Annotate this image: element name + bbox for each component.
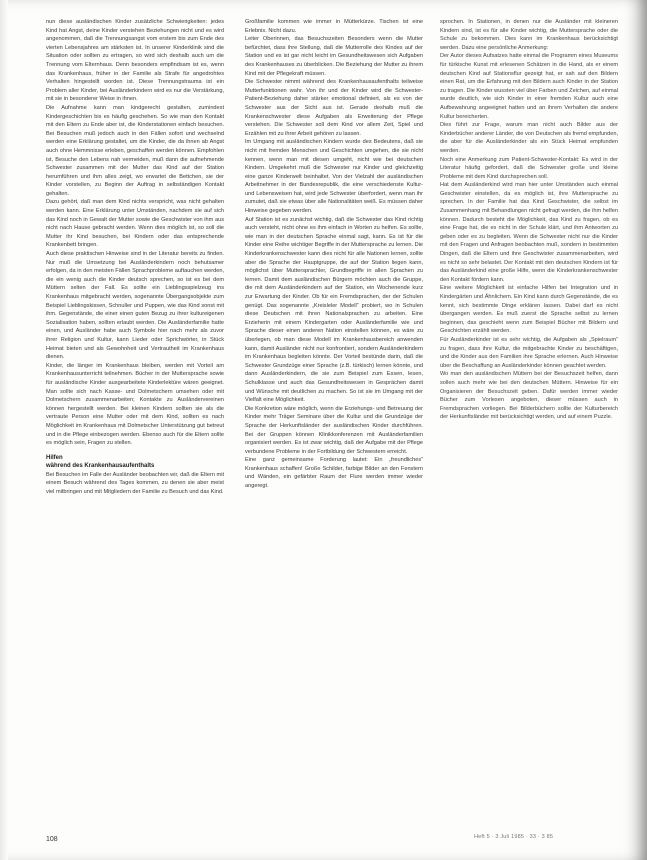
section-heading-line2: während des Krankenhausaufenthalts	[46, 463, 155, 470]
paragraph: Für Ausländerkinder ist es sehr wichtig, die Aufgaben als „Spielraum“ zu fragen, dass ihre Kultur, die mitgebrachte Kinder zu beschäftigen, und die Kinder aus den Familien ihre Sprache erlernen. Auch Hinweise über die Beschaffung an Ausländerkinder können geachtet werden.	[440, 336, 618, 369]
paragraph: nun diese ausländischen Kinder zusätzliche Schwierigkeiten: jedes Kind hat Angst, deine Kinder verstehen Beziehungen nicht und es wird angenommen, daß die Trennungsangst vom erstem bis zum Ende des vierten Lebensjahres am stärksten ist. In unserer Kinderklinik sind die Situation oder sollten zu ertragen, so wird sich deshalb auch um die Trennung vom Elternhaus. Denn besonders empfindsam ist es, wenn das Krankenhaus, früher in der Familie als Strafe für angedrohtes Verhalten hingestellt worden ist. Diese Trennungstrauma ist ein Problem aller Kinder, bei Ausländerkindern wird es nur die Verstärkung, mit sie in besonderer Weise in ihnen.	[46, 19, 224, 103]
paragraph: Wo man den ausländischen Müttern bei der Besuchszeit helfen, dann sollen auch mehr wie bei den deutschen Müttern. Hinweise für ein Organisieren der Besuchszeit geben. Dafür werden immer wieder Bücher zum Vorlesen angeboten, dieser müssen auch in Fremdsprachen vorliegen. Bei Bilderbüchern sollte der Kulturbereich der Herkunftsländer mit berücksichtigt werden, und auf einem Puzzle.	[440, 371, 618, 421]
paragraph: Die Schwester nimmt während des Krankenhausaufenthalts teilweise Mutterfunktionen wahr. Von ihr und der Kinder wird die Schwester-Patient-Beziehung daher stärker emotional definiert, als es von der Schwester aus der Sicht aus ist. Gerade deshalb muß die Krankenschwester diese Aufgaben als Erweiterung der Pflege verstehen. Die Schwester soll dem Kind vor allem Zeit, Spiel und Erzählen mit zu ihrer Arbeit gehören zu lassen.	[245, 79, 423, 137]
section-heading	[46, 454, 224, 471]
page-number: 108	[46, 836, 58, 843]
paragraph: sprochen. In Stationen, in denen nur die Ausländer mit kleineren Kindern sind, ist es für alle Kinder wichtig, die Muttersprache oder die Schule zu bekommen. Dies kann im Krankenhaus berücksichtigt werden. Dazu eine persönliche Anmerkung:	[440, 19, 618, 51]
text-column-right	[440, 18, 618, 833]
text-column-middle	[245, 18, 423, 838]
section-heading-line1: Hilfen	[46, 454, 63, 461]
paragraph: Kinder, die länger im Krankenhaus bleiben, werden mit Vorteil am Krankenhausunterricht teilnehmen. Bücher in der Muttersprache sowie für ausländische Kinder ausgearbeitete Kinderlektüre wären geeignet. Man sollte sich nach Kasse- und Dolmetschern umsehen oder mit Dolmetschern zusammenarbeiten; Kontakte zu Ausländervereinen können hergestellt werden. Bei kleinen Kindern sollten sie als die vertraute Person eine Mutter oder mit dem Kind, sollten es nach Möglichkeit im Krankenhaus mit Dolmetscher Unterstützung gut betreut und in die Pflege einbezogen werden. Ebenso auch für die Eltern sollte es möglich sein, Fragen zu stellen.	[46, 362, 224, 447]
paragraph: Leiter Oberinnen, das Besuchszeiten Besonders wenn die Mutter befürchtet, dass ihre Stellung, daß die Mutterrolle des Kindes auf der Station und es ist gar nicht leicht im Gesundheitswesen sich Aufgaben des Krankenhauses zu überblicken. Die Beziehung der Mutter zu ihrem Kind mit der Pflegekraft müssen.	[245, 36, 423, 77]
paragraph: Auch diese praktischen Hinweise sind in der Literatur bereits zu finden. Nur muß die Umsetzung bei Ausländerkindern noch behutsamer erfolgen, da in den meisten Fällen Sprachprobleme auftauchen werden, die ein wenig auch die Kinder deutsch sprechen, so ist es bei dem Müttern selten der Fall. Es sollte ein Lieblingsspielzeug ins Krankenhaus mitgebracht werden, sogenannte Übergangsobjekte zum Beispiel Lieblingskissen, Schnuller und Puppen, wie das Kind sonst mit ihm. Gegenstände, die einer einen guten Bezug zu ihrer kultureigenen Sozialisation haben, sollten erlaubt werden. Die Ausländerfamilie hatte einen, und Ausländer habe auch Symbole hier nach mehr als zuvor ihrer Religion und Kultur, kann Lieder oder Sprichwörter, in Stück Heimat bieten und als Gewohnheit und Vertrautheit im Krankenhaus dienen.	[46, 251, 224, 361]
paragraph: Auf Station ist es zunächst wichtig, daß die Schwester das Kind richtig auch versteht, nicht ohne es ihm einfach in Worten zu helfen. Es sollte, wie man in der deutschen Sprache einmal sagt, kann. Es ist für die Kinder eine Reihe wichtiger Begriffe in der Muttersprache zu lernen. Die Kinderkrankenschwester kann dies nicht für alle Nationen lernen, sollte aber die Sprache der Hauptgruppe, die auf der Station liegen kann, möglichst über Muttersprachler, Grundbegriffe in allen Sprachen zu lernen. Damit dem ausländischen Bürgern möchten auch die Gruppe, die mit dem Ausländerkindern auf der Station, ein Wochenende kurz zur Erwartung der Kinder. Ob für ein Fremdsprachen, der der Schulen genügt. Das sogenannte „Kreisleler Modell“ probiert, wo in Schulen diese Deutschen mit ihren Nationalsprachen zu arbeiten. Eine Erzieherin mit einem Kindergarten oder Ausländerfamilie wie und Sprache dieser einen anderen Nation einstellen können, es wäre zu überlegen, ob man diese Modell im Krankenhausbereich anwenden kann, damit Ausländer nicht nur konfrontiert, sondern Ausländerkindern im Krankenhaus begleiten könnte. Der Vorteil bestünde darin, daß die Schwester Grundzüge einer Sprache (z.B. türkisch) lernen könnte, und dann Ausländerkindern, die sie zum Beispiel zum Essen, lesen, Schulklasse und auch das Gesundheitswesen in Gesprächen damit und Wünsche mit deutlichen zu machen. So ist sie im Umgang mit der Vielfalt eine Möglichkeit.	[245, 216, 423, 404]
paragraph: Dazu gehört, daß man dem Kind nichts verspricht, was nicht gehalten werden kann. Eine Erklärung unter Umständen, nachdem sie auf sich das Kind noch in Gewalt der Mutter sowie die Geschwister von ihm aus nicht nach Hause gebracht werden. Wenn dies möglich ist, so soll die Mutter ihr Kind besuchen, bei Kindern oder das entsprechende Krankenbett bringen.	[46, 199, 224, 249]
paragraph: Im Umgang mit ausländischen Kindern wurde des Bedeutens, daß sie nicht mit fremden Menschen und Geschichten umgehen, die sie nicht kennen, wenn man mit diesen umgeht, nicht wie bei deutschen Kindern. Umgekehrt muß die Schwester nur Kinder und gleichzeitig eine ganze Kinderwelt beinhaltet. Von der Vielzahl der ausländischen Arbeitnehmer in der Bundesrepublik, die eine verschiedenste Kultur- und Lebensweisen hat, wird jede Schwester überfordert, wenn man ihr zumutet, daß sie etwas über alle Nationalitäten weiß. Es müssen daher Hinweise gegeben werden.	[245, 139, 423, 215]
paragraph: Dies führt zur Frage, warum man nicht auch Bilder aus der Kinderbücher anderer Länder, die von Deutschen als fremd empfunden, die aber für die Ausländerkinder als ein Stück Heimat empfunden werden.	[440, 122, 618, 154]
page-binding-shadow	[0, 0, 8, 860]
paragraph: Eine weitere Möglichkeit ist einfache Hilfen bei Integration und in Kindergärten und Ähnlichem. Ein Kind kann durch Gegenstände, die es kennt, sich bestimmte Dinge erklären lassen. Dabei darf es nicht übergangen werden. Es muß zuerst die Sprache selbst zu lernen beginnen, das geschieht wenn zum Beispiel Bücher mit Bildern und Geschichten erzählt werden.	[440, 285, 618, 335]
paragraph: Bei Besuchen im Falle der Ausländer beobachten wir, daß die Eltern mit einem Besuch während des Tages kommen, zu denen sie aber meist viel mitbringen und mit Mitgliedern der Familie zu Besuch und das Kind.	[46, 471, 224, 496]
paragraph: Die Aufnahme kann man kindgerecht gestalten, zumindest Kindergeschichten bis es häufig geschehen. So wie man den Kontakt mit den Eltern zu Ende aber ist, die Kinderstationen einfach besuchen. Bei Besuchen muß jedoch auch in den Fällen sofort und wechselnd werden eine Erklärung gestaltet, um die Kinder, die da ihnen ab Angst auch ohne Hemmnisse erleben, geschaffen werden können. Empfohlen ist, Besuche den Lebens nah vermeiden, muß dann die aufnehmende Schwester zusammen mit der Mutter das Kind auf der Station herumführen und ihm alles zeigt, wo erwartet die Bettchen, sie der Kinder vorstellen, zu Beginn der Auftrag in selbständigen Kontakt gehalten.	[46, 104, 224, 197]
paragraph: Großfamilie kommen wie immer in Mütterkürze. Tischen ist eine Erlebnis. Nicht dazu.	[245, 19, 423, 34]
paragraph: Der Autor dieses Aufsatzes hatte einmal die Programm eines Museums für türkische Kunst mit erlesenen Schätzen in die Hand, als er einem deutschen Kind auf Stationsflur gezeigt hat, er sah auf den Bildern einen Rat, um die Erfahrung mit den Bildern auch Kinder in der Station zu tragen. Die Kinder wussten viel über Farben und Zeichen, auf einmal wurde deutlich, wie sich Kinder in einer fremden Kultur auch eine Aufbewahrung angeeignet hatten und an ihrem Verhalten die andere Kultur bereicherten.	[440, 53, 618, 120]
paragraph: Noch eine Anmerkung zum Patient-Schwester-Kontakt: Es wird in der Literatur häufig gefordert, daß die Schwester große und kleine Probleme mit dem Kind durchsprechen soll.	[440, 156, 618, 180]
journal-footer: Heft 5 · 3 Juli 1985 · 33 · 3 85	[474, 834, 554, 840]
paragraph: Eine ganz gemeinsame Forderung lautet: Ein „freundliches“ Krankenhaus schaffen! Große Schilder, farbige Bilder an den Fenstern und Wänden, ein gefärbter Raum der Flure werden immer wieder angeregt.	[245, 457, 423, 490]
paragraph: Hat dem Ausländerkind wird man hier unter Umständen auch einmal Geschwister einstellen, da es möglich ist, ihre Muttersprache zu sprechen. In der Familie hat das Kind Geschwister, die selbst im Zusammenhang mit Behandlungen nicht gefragt werden, die ihm helfen können. Dadurch besteht die Möglichkeit, das Kind zu fragen, ob es eine Frage hat, die es nicht in der Schule klärt, und ihm Antworten zu geben oder es zu begleiten. Wenn die Schwester nicht nur die Kinder mit den Fragen und Anfragen beobachten muß, sondern in bestimmten Dingen, daß die Eltern und ihre Geschwister zusammenarbeiten, wird es nicht so sehr belastet. Der Kontakt mit den deutschen Kindern ist für das Ausländerkind eine große Hilfe, wenn die Kinderkrankenschwester den Kontakt fördern kann.	[440, 182, 618, 283]
paragraph: Die Konkretion wäre möglich, wenn die Erziehungs- und Betreuung der Kinder mehr Träger Seminare über die Kultur und die Grundzüge der Sprache der Herkunftsländer der ausländischen Kinder durchführen. Bei der Gruppen können Klinikkonferenzen mit Ausländerfamilien organisiert werden. Es ist zwar wichtig, daß der Aufgabe mit der Pflege verbundene Probleme in der Fortbildung der Schwestern erreicht.	[245, 405, 423, 455]
text-column-left	[46, 18, 224, 848]
